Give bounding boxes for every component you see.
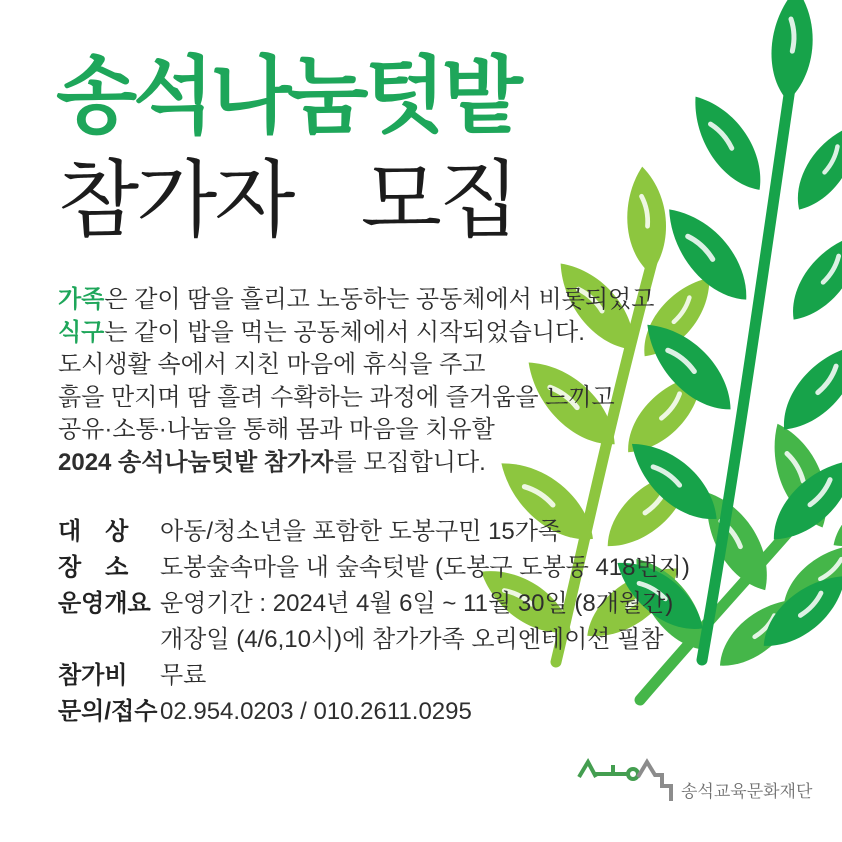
info-table — [58, 514, 698, 730]
info-value: 무료 — [160, 662, 207, 689]
info-label: 문의/접수 — [58, 698, 158, 725]
intro-text: 흙을 만지며 땀 흘려 수확하는 과정에 즐거움을 느끼고 — [58, 383, 615, 411]
info-value: 운영기간 : 2024년 4월 6일 ~ 11월 30일 (8개월간) — [160, 590, 674, 617]
intro-highlight: 식구 — [58, 318, 105, 346]
info-value: 아동/청소년을 포함한 도봉구민 15가족 — [160, 518, 562, 545]
info-row-contact — [58, 694, 698, 730]
info-value: 개장일 (4/6,10시)에 참가가족 오리엔테이션 필참 — [160, 626, 664, 653]
info-row-target — [58, 514, 698, 550]
foundation-logo — [576, 754, 812, 806]
intro-line — [58, 284, 655, 317]
intro-text: 은 같이 땀을 흘리고 노동하는 공동체에서 비롯되었고 — [104, 286, 655, 313]
info-value: 02.954.0203 / 010.2611.0295 — [160, 698, 472, 725]
info-label: 운영개요 — [58, 590, 151, 617]
info-row-overview — [58, 586, 698, 658]
intro-text: 도시생활 속에서 지친 마음에 휴식을 주고 — [58, 351, 486, 378]
intro-line — [58, 382, 618, 415]
intro-line — [58, 317, 618, 350]
info-row-location — [58, 550, 698, 586]
info-value-group — [160, 586, 673, 658]
intro-bold: 2024 송석나눔텃밭 참가자 — [58, 448, 334, 476]
poster-title-black: 참가자 모집 — [58, 153, 518, 247]
intro-line — [58, 349, 618, 382]
poster-title-green: 송석나눔텃밭 — [56, 49, 519, 143]
intro-line — [58, 414, 618, 447]
intro-paragraph — [58, 284, 655, 479]
info-label: 참가비 — [58, 662, 128, 689]
info-label: 장 소 — [58, 554, 129, 581]
info-row-fee — [58, 658, 698, 694]
intro-text: 는 같이 밥을 먹는 공동체에서 시작되었습니다. — [104, 318, 585, 346]
foundation-logo-mark-icon — [576, 754, 676, 806]
intro-text: 공유·소통·나눔을 통해 몸과 마음을 치유할 — [58, 416, 495, 443]
intro-highlight: 가족 — [58, 286, 105, 313]
info-value: 도봉숲속마을 내 숲속텃밭 (도봉구 도봉동 418번지) — [160, 554, 690, 581]
foundation-name: 송석교육문화재단 — [681, 782, 813, 801]
intro-line — [58, 447, 618, 480]
info-label: 대 상 — [58, 518, 129, 545]
intro-text: 를 모집합니다. — [333, 448, 486, 476]
